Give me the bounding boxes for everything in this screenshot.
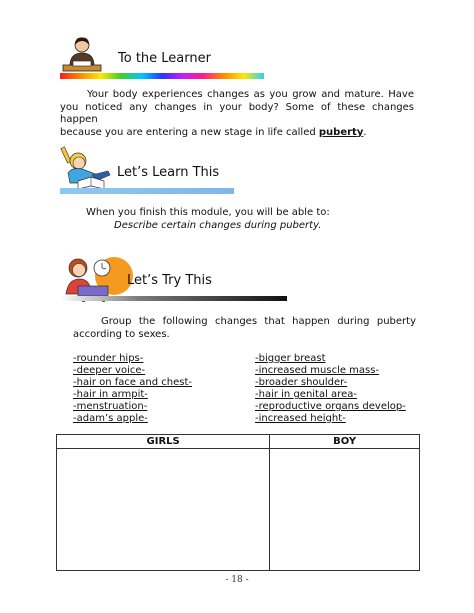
column-header-girls: GIRLS — [57, 435, 270, 449]
list-item: -rounder hips- — [73, 353, 144, 364]
learner-line-3-text: because you are entering a new stage in life called — [60, 126, 319, 138]
person-at-desk-icon — [62, 36, 102, 74]
try-line-2: according to sexes. — [73, 328, 170, 340]
list-item: -hair in armpit- — [73, 389, 148, 400]
try-line-1: Group the following changes that happen during puberty — [101, 316, 416, 327]
boy-answer-cell[interactable] — [270, 449, 420, 571]
learner-line-1: Your body experiences changes as you grow and mature. Have — [87, 89, 414, 100]
section-title-try: Let’s Try This — [127, 273, 212, 288]
list-item: -increased muscle mass- — [255, 365, 380, 376]
blue-divider — [60, 188, 234, 194]
dark-divider — [60, 296, 287, 301]
list-item: -deeper voice- — [73, 365, 146, 376]
rainbow-divider — [60, 73, 264, 79]
objectives-intro: When you finish this module, you will be able to: — [86, 207, 330, 218]
list-item: -reproductive organs develop- — [255, 401, 406, 412]
list-item: -bigger breast — [255, 353, 326, 364]
objective-item: Describe certain changes during puberty. — [114, 219, 322, 231]
learner-line-3 — [60, 127, 414, 140]
list-item: -hair on face and chest- — [73, 377, 192, 388]
section-title-learner: To the Learner — [118, 51, 211, 66]
try-paragraph — [73, 316, 416, 341]
grouping-table — [56, 434, 420, 571]
list-item: -menstruation- — [73, 401, 148, 412]
learner-paragraph — [60, 89, 414, 139]
section-title-learn: Let’s Learn This — [117, 165, 220, 180]
changes-list-left — [73, 353, 192, 425]
learner-line-3-end: . — [363, 126, 367, 138]
child-with-clock-icon — [58, 254, 114, 302]
list-item: -increased height- — [255, 413, 346, 424]
list-item: -hair in genital area- — [255, 389, 357, 400]
page-number: - 18 - — [225, 575, 249, 585]
list-item: -broader shoulder- — [255, 377, 348, 388]
learner-line-2: you noticed any changes in your body? Some of these changes happen — [60, 101, 414, 125]
puberty-term: puberty — [318, 126, 364, 138]
column-header-boy: BOY — [270, 435, 420, 449]
girls-answer-cell[interactable] — [57, 449, 270, 571]
list-item: -adam’s apple- — [73, 413, 148, 424]
learn-paragraph — [86, 207, 416, 232]
changes-list-right — [255, 353, 406, 425]
